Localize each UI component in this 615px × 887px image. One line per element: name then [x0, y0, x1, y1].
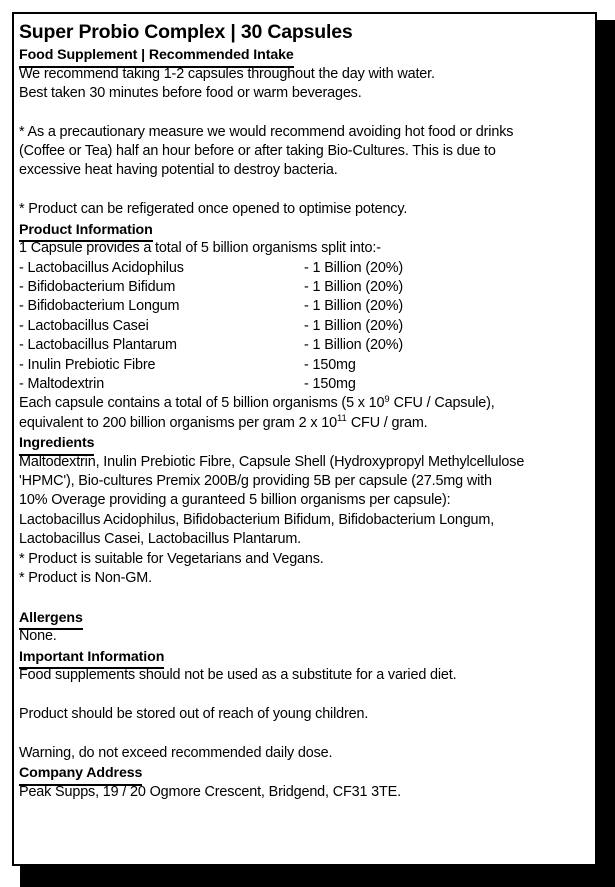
intake-line-1: We recommend taking 1-2 capsules throughout the day with water.	[19, 65, 435, 82]
organism-row	[19, 278, 595, 297]
ingredients-line-5: Lactobacillus Casei, Lactobacillus Plantarum.	[19, 531, 302, 548]
section-heading-product-information: Product Information	[19, 221, 153, 243]
organism-name: - Lactobacillus Casei	[19, 317, 149, 334]
section-heading-ingredients-row	[19, 433, 595, 453]
intake-line-2: Best taken 30 minutes before food or warm beverages.	[19, 84, 362, 101]
ingredients-non-gm-note: * Product is Non-GM.	[19, 570, 152, 587]
precaution-line-1: * As a precautionary measure we would recommend avoiding hot food or drinks	[19, 123, 514, 140]
section-heading-product-information-row	[19, 220, 595, 240]
organism-name: - Bifidobacterium Bifidum	[19, 278, 176, 295]
cfu-line-2-post: CFU / gram.	[350, 414, 428, 431]
company-address-value: Peak Supps, 19 / 20 Ogmore Crescent, Bridgend, CF31 3TE.	[19, 783, 401, 800]
section-heading-allergens: Allergens	[19, 609, 83, 631]
ingredients-line-4: Lactobacillus Acidophilus, Bifidobacterium Bifidum, Bifidobacterium Longum,	[19, 511, 495, 528]
spacer-important-1	[19, 686, 595, 705]
cfu-line-1-exponent: 9	[384, 393, 390, 405]
cfu-statement-line-2	[19, 414, 595, 433]
organism-amount: - 1 Billion (20%)	[304, 259, 404, 276]
section-heading-ingredients: Ingredients	[19, 434, 94, 456]
organism-row	[19, 317, 595, 336]
product-information-intro: 1 Capsule provides a total of 5 billion organisms split into:-	[19, 240, 381, 257]
important-information-line-1: Food supplements should not be used as a substitute for a varied diet.	[19, 667, 457, 684]
organism-name: - Lactobacillus Plantarum	[19, 337, 177, 354]
section-heading-intake: Food Supplement | Recommended Intake	[19, 46, 294, 68]
organism-name: - Bifidobacterium Longum	[19, 298, 180, 315]
organism-row	[19, 336, 595, 355]
ingredients-line-1: Maltodextrin, Inulin Prebiotic Fibre, Capsule Shell (Hydroxypropyl Methylcellulose	[19, 453, 525, 470]
cfu-line-2-pre: equivalent to 200 billion organisms per gram 2 x 10	[19, 414, 337, 431]
cfu-line-1-post: CFU / Capsule),	[393, 395, 495, 412]
label-body	[19, 18, 595, 864]
important-information-line-2: Product should be stored out of reach of young children.	[19, 706, 369, 723]
organism-amount: - 1 Billion (20%)	[304, 298, 404, 315]
ingredients-vegetarian-note: * Product is suitable for Vegetarians and Vegans.	[19, 550, 324, 567]
precaution-line-3: excessive heat having potential to destroy bacteria.	[19, 162, 338, 179]
cfu-statement-line-1	[19, 394, 595, 413]
precaution-line-2: (Coffee or Tea) half an hour before or after taking Bio-Cultures. This is due to	[19, 143, 496, 160]
spacer-after-intake	[19, 103, 595, 122]
ingredients-line-3: 10% Overage providing a guranteed 5 billion organisms per capsule):	[19, 492, 451, 509]
section-heading-company-address: Company Address	[19, 764, 142, 786]
cfu-line-1-pre: Each capsule contains a total of 5 billion organisms (5 x 10	[19, 395, 385, 412]
allergens-value: None.	[19, 628, 57, 645]
refrigeration-note: * Product can be refigerated once opened to optimise potency.	[19, 201, 408, 218]
organism-amount: - 150mg	[304, 375, 356, 392]
cfu-line-2-exponent: 11	[336, 412, 347, 424]
ingredients-line-2: 'HPMC'), Bio-cultures Premix 200B/g providing 5B per capsule (27.5mg with	[19, 473, 492, 490]
organism-amount: - 1 Billion (20%)	[304, 337, 404, 354]
section-heading-important-information: Important Information	[19, 648, 164, 670]
organism-amount: - 1 Billion (20%)	[304, 278, 404, 295]
section-heading-intake-row	[19, 45, 595, 65]
important-information-line-3: Warning, do not exceed recommended daily dose.	[19, 744, 333, 761]
organism-amount: - 1 Billion (20%)	[304, 317, 404, 334]
organism-name: - Inulin Prebiotic Fibre	[19, 356, 156, 373]
organism-name: - Maltodextrin	[19, 375, 105, 392]
organism-name: - Lactobacillus Acidophilus	[19, 259, 184, 276]
product-label-panel	[12, 12, 597, 866]
spacer-after-ingredients	[19, 588, 595, 607]
spacer-after-precaution	[19, 181, 595, 200]
organism-row	[19, 259, 595, 278]
spacer-important-2	[19, 724, 595, 743]
organism-row	[19, 356, 595, 375]
organism-amount: - 150mg	[304, 356, 356, 373]
organism-row	[19, 375, 595, 394]
organism-row	[19, 297, 595, 316]
section-heading-important-information-row	[19, 647, 595, 667]
section-heading-company-address-row	[19, 763, 595, 783]
section-heading-allergens-row	[19, 608, 595, 628]
page-title: Super Probio Complex | 30 Capsules	[19, 21, 353, 43]
